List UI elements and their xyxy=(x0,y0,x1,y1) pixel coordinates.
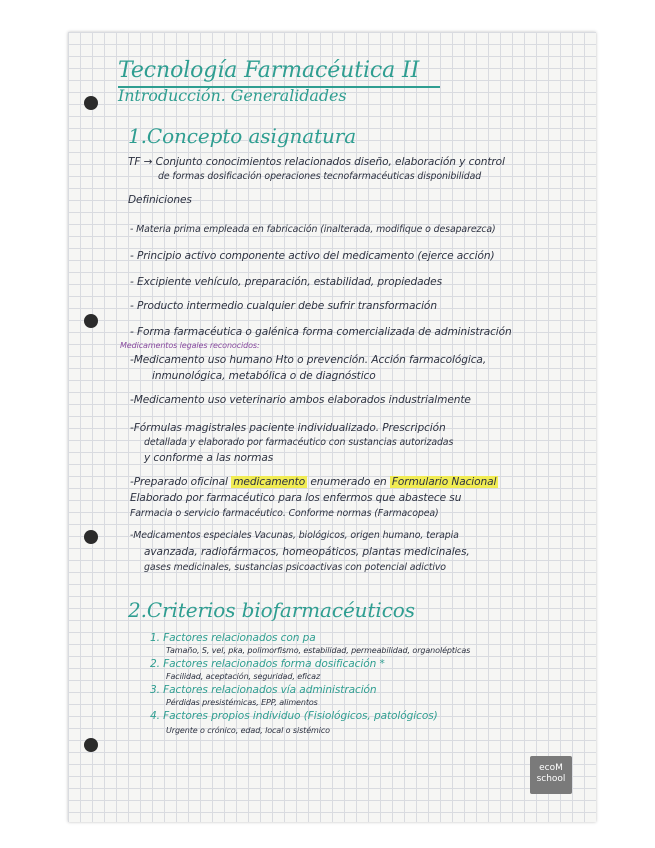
definition-item: - Producto intermedio cualquier debe sufrir transformación xyxy=(130,300,437,312)
definition-item: - Excipiente vehículo, preparación, estabilidad, propiedades xyxy=(130,276,442,288)
definiciones-label: Definiciones xyxy=(128,194,192,206)
page-subtitle: Introducción. Generalidades xyxy=(118,86,347,105)
medicamento-humano-line1: -Medicamento uso humano Hto o prevención. Acción farmacológica, xyxy=(130,354,487,366)
preparado-text: enumerado en xyxy=(310,476,387,488)
formulas-line1: -Fórmulas magistrales paciente individualizado. Prescripción xyxy=(130,422,446,434)
section1-heading: 1.Concepto asignatura xyxy=(128,124,357,148)
medicamento-humano-line2: inmunológica, metabólica o de diagnóstico xyxy=(152,370,376,382)
criterion-title: 1. Factores relacionados con pa xyxy=(150,632,316,644)
criterion-detail: Tamaño, S, vel, pka, polimorfismo, estabilidad, permeabilidad, organolépticas xyxy=(166,646,471,655)
preparado-text: -Preparado oficinal xyxy=(130,476,228,488)
binder-hole xyxy=(84,738,98,752)
criterion-title: 2. Factores relacionados forma dosificación * xyxy=(150,658,385,670)
binder-hole xyxy=(84,96,98,110)
logo-line2: school xyxy=(536,774,566,784)
tf-definition-line2: de formas dosificación operaciones tecnofarmacéuticas disponibilidad xyxy=(158,171,482,182)
ecoschool-logo xyxy=(530,756,572,794)
especiales-line1: -Medicamentos especiales Vacunas, biológicos, origen humano, terapia xyxy=(130,530,459,541)
definition-item: - Principio activo componente activo del medicamento (ejerce acción) xyxy=(130,250,495,262)
page-title: Tecnología Farmacéutica II xyxy=(118,58,420,83)
definition-item: - Materia prima empleada en fabricación (inalterada, modifique o desaparezca) xyxy=(130,224,496,235)
criterion-detail: Facilidad, aceptación, seguridad, eficaz xyxy=(166,672,321,681)
criterion-detail: Urgente o crónico, edad, local o sistémico xyxy=(166,726,330,735)
medicamento-veterinario: -Medicamento uso veterinario ambos elaborados industrialmente xyxy=(130,394,471,406)
criterion-detail: Pérdidas presistémicas, EPP, alimentos xyxy=(166,698,318,707)
section2-heading: 2.Criterios biofarmacéuticos xyxy=(128,598,415,622)
definition-item: - Forma farmacéutica o galénica forma comercializada de administración xyxy=(130,326,512,338)
criterion-title: 3. Factores relacionados vía administración xyxy=(150,684,377,696)
logo-line1: ecoM xyxy=(539,763,563,773)
highlighted-text: Formulario Nacional xyxy=(391,476,497,488)
especiales-line2: avanzada, radiofármacos, homeopáticos, plantas medicinales, xyxy=(144,546,470,558)
especiales-line3: gases medicinales, sustancias psicoactivas con potencial adictivo xyxy=(144,562,446,573)
binder-hole xyxy=(84,530,98,544)
preparado-line3: Farmacia o servicio farmacéutico. Conforme normas (Farmacopea) xyxy=(130,508,439,519)
preparado-line2: Elaborado por farmacéutico para los enfermos que abastece su xyxy=(130,492,462,504)
purple-note: Medicamentos legales reconocidos: xyxy=(120,341,260,350)
criterion-title: 4. Factores propios individuo (Fisiológicos, patológicos) xyxy=(150,710,438,722)
binder-hole xyxy=(84,314,98,328)
formulas-line2: detallada y elaborado por farmacéutico con sustancias autorizadas xyxy=(144,437,454,448)
tf-definition-line1: TF → Conjunto conocimientos relacionados diseño, elaboración y control xyxy=(128,156,505,168)
formulas-line3: y conforme a las normas xyxy=(144,452,274,464)
preparado-line1 xyxy=(130,476,498,488)
highlighted-text: medicamento xyxy=(233,476,306,488)
